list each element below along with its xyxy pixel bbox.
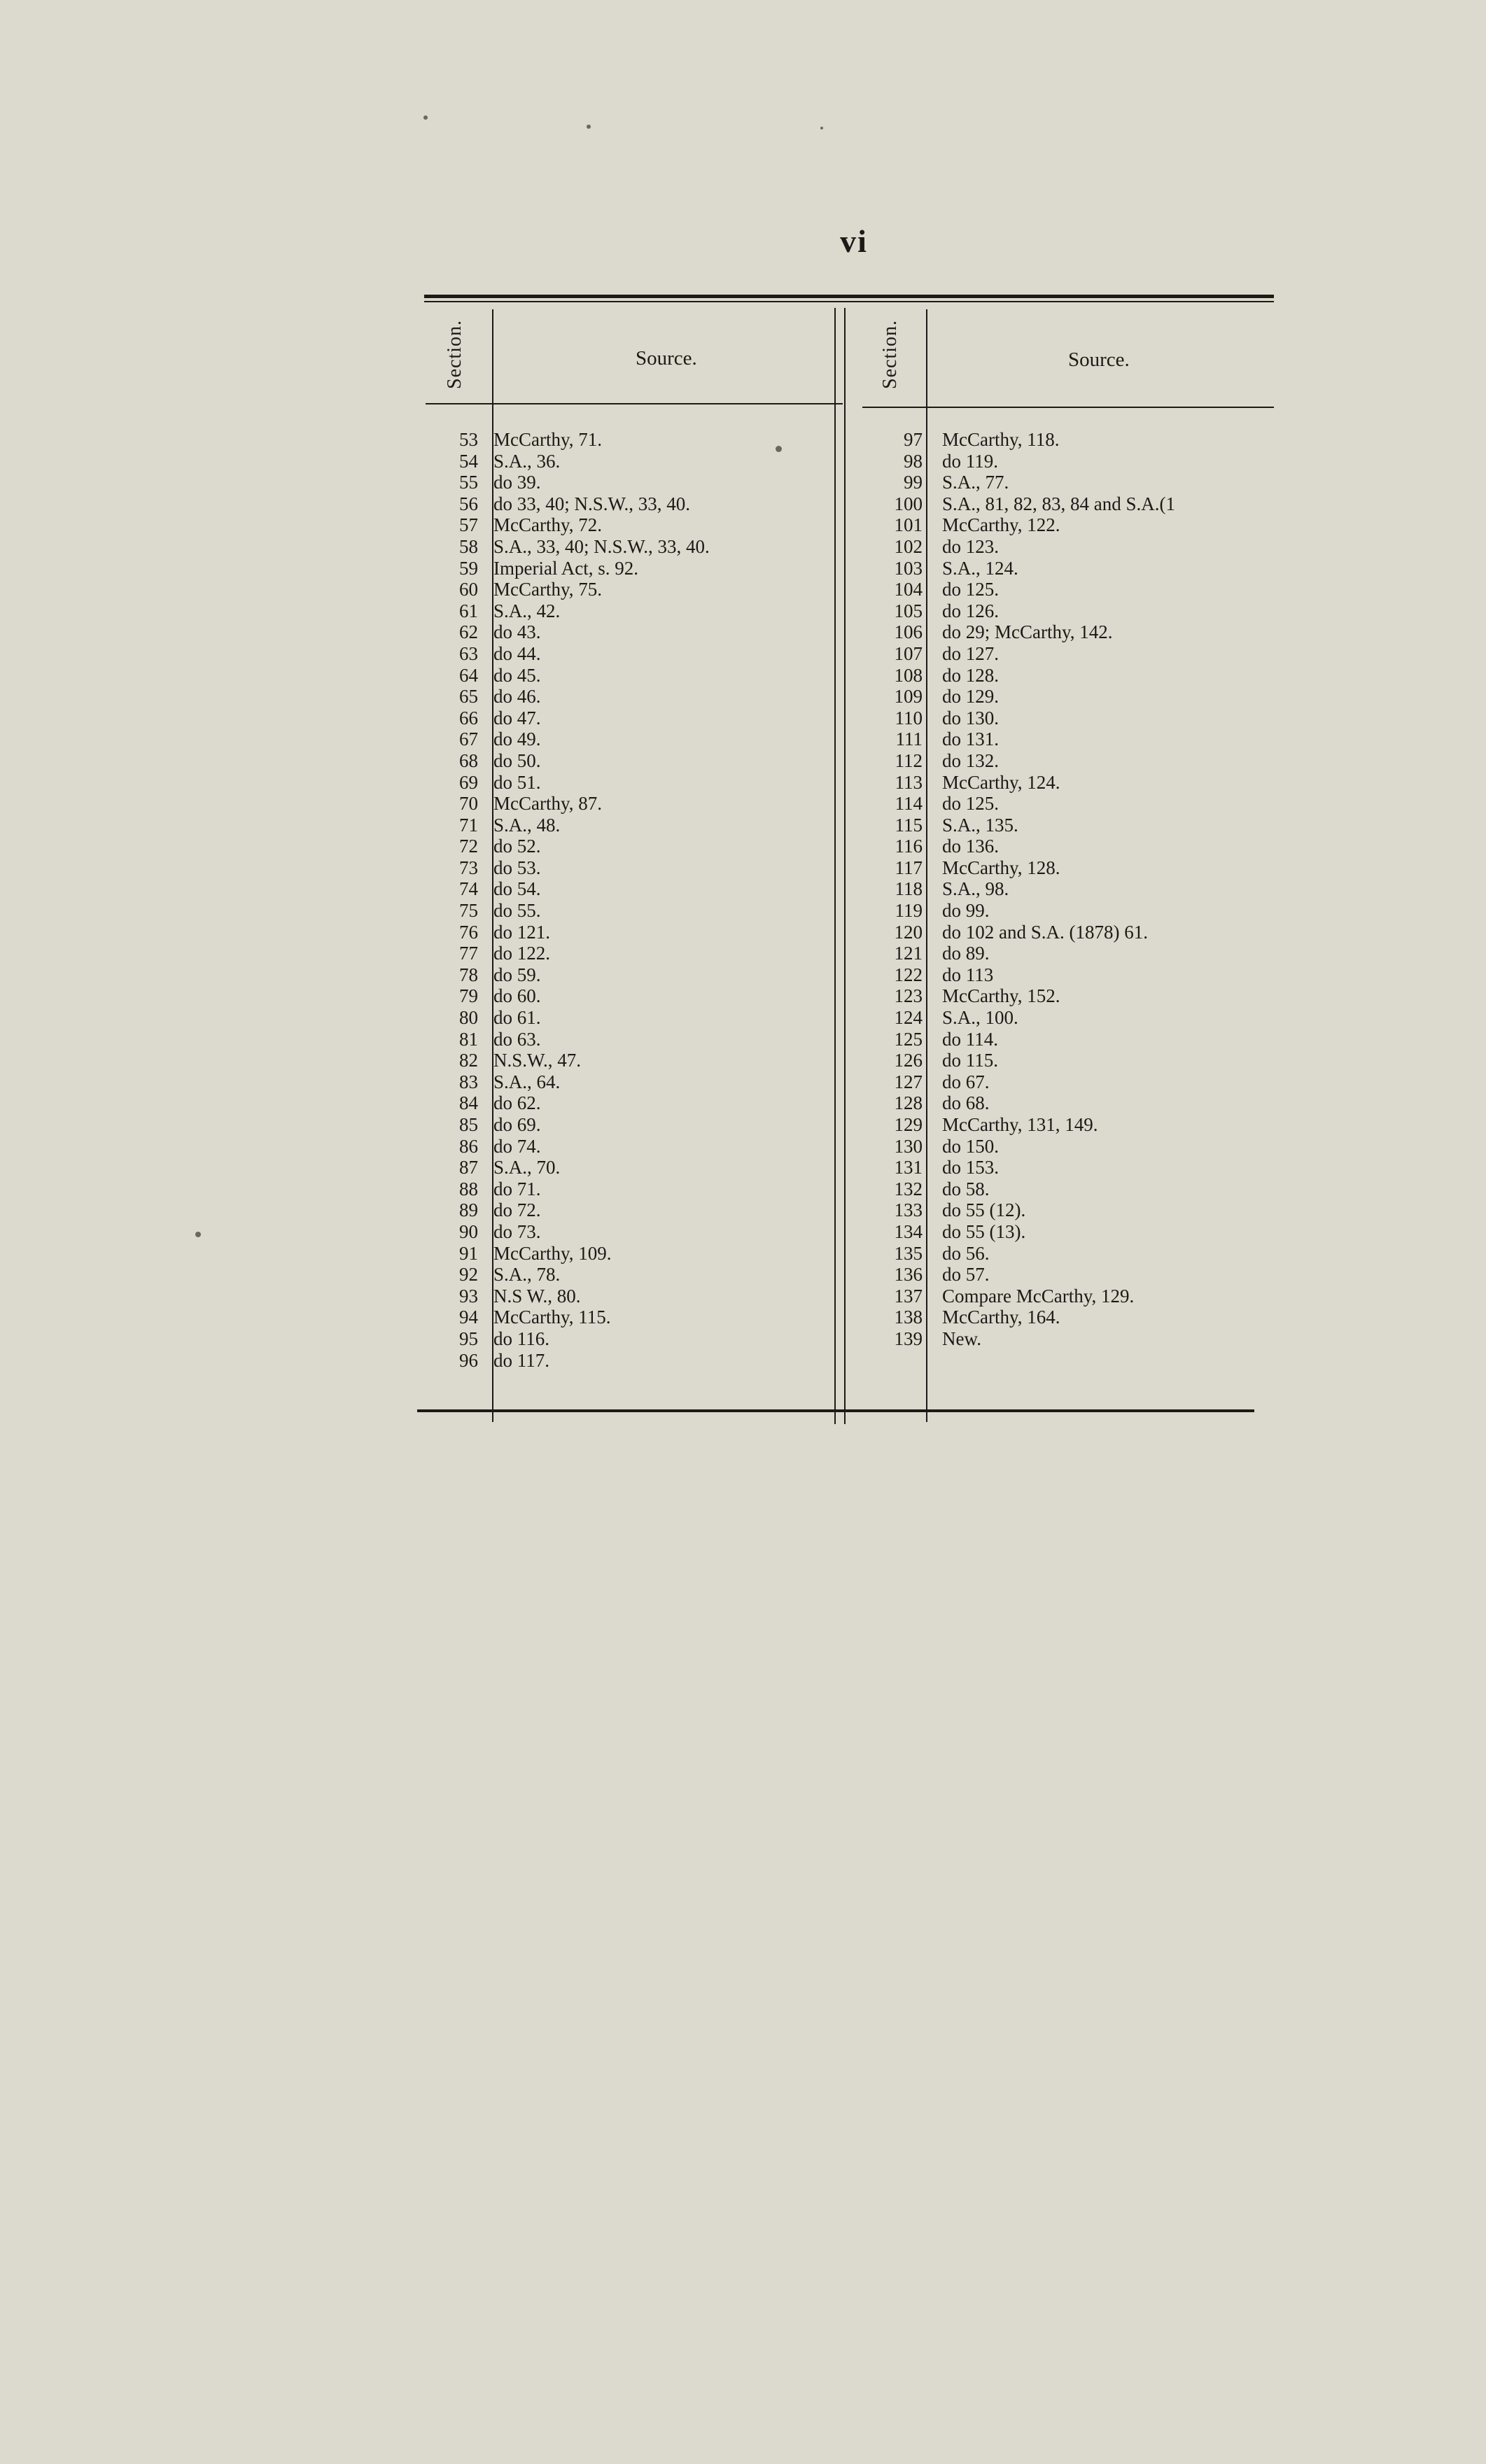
source-text: McCarthy, 131, 149.	[942, 1114, 1098, 1135]
left-rows	[420, 429, 833, 1371]
paper-speck	[776, 446, 782, 452]
table-row	[420, 536, 833, 558]
source-text: McCarthy, 128.	[942, 857, 1060, 878]
source-text: do 49.	[493, 728, 541, 750]
source-text: do 117.	[493, 1349, 549, 1371]
table-row	[420, 1264, 833, 1286]
section-number: 110	[895, 707, 923, 728]
source-text: McCarthy, 75.	[493, 579, 602, 600]
source-text: McCarthy, 122.	[942, 514, 1060, 536]
section-number: 57	[459, 514, 478, 536]
source-text: do 59.	[493, 964, 541, 985]
source-text: do 127.	[942, 642, 999, 664]
source-text: S.A., 64.	[493, 1071, 561, 1092]
table-row	[853, 493, 1273, 515]
source-text: New.	[942, 1328, 981, 1349]
source-text: do 125.	[942, 793, 999, 815]
table-row	[420, 1178, 833, 1200]
table-row	[420, 493, 833, 515]
source-text: do 45.	[493, 664, 541, 686]
source-text: do 62.	[493, 1092, 541, 1114]
section-number: 74	[459, 878, 478, 900]
source-text: McCarthy, 109.	[493, 1242, 612, 1264]
source-text: do 43.	[493, 621, 541, 643]
table-row	[420, 1328, 833, 1350]
section-number: 84	[459, 1092, 478, 1114]
section-number: 105	[894, 600, 923, 621]
table-row	[853, 1092, 1273, 1114]
section-number: 78	[459, 964, 478, 985]
section-number: 101	[894, 514, 923, 536]
table-row	[853, 1029, 1273, 1050]
section-number: 106	[894, 621, 923, 643]
section-number: 69	[459, 771, 478, 793]
source-text: do 71.	[493, 1178, 541, 1199]
source-text: do 67.	[942, 1071, 990, 1092]
section-number: 123	[894, 985, 923, 1007]
table-row	[853, 558, 1273, 579]
source-text: do 99.	[942, 900, 990, 922]
source-text: do 122.	[493, 943, 550, 964]
table-row	[853, 1007, 1273, 1029]
source-text: do 121.	[493, 921, 550, 943]
section-number: 108	[894, 664, 923, 686]
table-row	[853, 1199, 1273, 1221]
table-row	[420, 1221, 833, 1243]
section-number: 96	[459, 1349, 478, 1371]
table-row	[853, 665, 1273, 687]
source-column-header-left: Source.	[636, 347, 697, 369]
section-number: 104	[894, 579, 923, 600]
center-divider-a	[834, 308, 836, 1424]
section-number: 93	[459, 1285, 478, 1307]
section-number: 114	[895, 793, 923, 815]
source-text: do 116.	[493, 1328, 549, 1349]
table-row	[853, 1307, 1273, 1328]
table-row	[420, 1157, 833, 1178]
section-number: 120	[894, 921, 923, 943]
section-number: 80	[459, 1007, 478, 1029]
table-row	[420, 579, 833, 600]
section-number: 133	[894, 1199, 923, 1221]
header-bottom-rule-right	[862, 407, 1274, 408]
source-text: S.A., 78.	[493, 1264, 561, 1286]
source-text: S.A., 42.	[493, 600, 561, 621]
source-text: do 63.	[493, 1028, 541, 1050]
section-number: 83	[459, 1071, 478, 1092]
source-text: do 114.	[942, 1028, 998, 1050]
section-number: 87	[459, 1157, 478, 1178]
table-row	[853, 536, 1273, 558]
source-text: S.A., 124.	[942, 557, 1018, 579]
source-text: N.S.W., 47.	[493, 1050, 582, 1071]
section-number: 73	[459, 857, 478, 878]
section-number: 134	[894, 1220, 923, 1242]
source-text: do 44.	[493, 642, 541, 664]
table-bottom-rule	[417, 1409, 1254, 1412]
source-text: do 150.	[942, 1135, 999, 1157]
source-text: do 132.	[942, 749, 999, 771]
section-number: 100	[894, 493, 923, 514]
table-row	[853, 1328, 1273, 1350]
source-text: do 69.	[493, 1114, 541, 1135]
source-text: do 50.	[493, 749, 541, 771]
section-number: 118	[895, 878, 923, 900]
section-number: 85	[459, 1114, 478, 1135]
source-text: do 131.	[942, 728, 999, 750]
source-text: N.S W., 80.	[493, 1285, 581, 1307]
section-number: 66	[459, 707, 478, 728]
section-number: 58	[459, 535, 478, 557]
section-number: 102	[894, 535, 923, 557]
section-number: 88	[459, 1178, 478, 1199]
table-row	[853, 579, 1273, 600]
table-row	[420, 1136, 833, 1157]
section-number: 116	[895, 836, 923, 857]
section-number: 130	[894, 1135, 923, 1157]
section-number: 89	[459, 1199, 478, 1221]
source-text: do 61.	[493, 1007, 541, 1029]
table-row	[853, 707, 1273, 729]
table-row	[853, 621, 1273, 643]
source-text: McCarthy, 152.	[942, 985, 1060, 1007]
paper-speck	[587, 125, 591, 129]
table-row	[420, 1029, 833, 1050]
section-number: 113	[895, 771, 923, 793]
table-row	[420, 772, 833, 794]
section-number: 81	[459, 1028, 478, 1050]
section-number: 103	[894, 557, 923, 579]
section-number: 109	[894, 686, 923, 707]
section-number: 112	[895, 749, 923, 771]
table-row	[420, 665, 833, 687]
section-number: 132	[894, 1178, 923, 1199]
source-text: S.A., 70.	[493, 1157, 561, 1178]
table-row	[420, 964, 833, 986]
source-text: McCarthy, 118.	[942, 429, 1060, 450]
table-row	[853, 772, 1273, 794]
section-number: 79	[459, 985, 478, 1007]
source-text: do 39.	[493, 472, 541, 493]
table-row	[420, 707, 833, 729]
table-row	[853, 900, 1273, 922]
table-row	[420, 922, 833, 943]
source-text: do 46.	[493, 686, 541, 707]
source-text: S.A., 33, 40; N.S.W., 33, 40.	[493, 535, 710, 557]
source-text: do 55 (13).	[942, 1220, 1026, 1242]
section-number: 136	[894, 1264, 923, 1286]
right-rows	[853, 429, 1273, 1350]
section-number: 70	[459, 793, 478, 815]
table-row	[853, 728, 1273, 750]
source-text: do 125.	[942, 579, 999, 600]
table-row	[420, 1092, 833, 1114]
table-row	[420, 1050, 833, 1071]
table-row	[420, 878, 833, 900]
table-row	[853, 964, 1273, 986]
source-text: do 60.	[493, 985, 541, 1007]
source-text: do 53.	[493, 857, 541, 878]
table-row	[853, 985, 1273, 1007]
section-number: 82	[459, 1050, 478, 1071]
section-number: 117	[895, 857, 923, 878]
source-text: do 89.	[942, 943, 990, 964]
source-text: do 72.	[493, 1199, 541, 1221]
section-column-header-right: Section.	[879, 320, 901, 389]
source-text: McCarthy, 115.	[493, 1307, 611, 1328]
table-row	[420, 1199, 833, 1221]
table-row	[420, 472, 833, 493]
section-number: 75	[459, 900, 478, 922]
section-number: 76	[459, 921, 478, 943]
source-text: S.A., 36.	[493, 450, 561, 472]
table-row	[420, 1071, 833, 1093]
section-number: 72	[459, 836, 478, 857]
source-text: do 119.	[942, 450, 998, 472]
section-number: 131	[894, 1157, 923, 1178]
source-text: do 73.	[493, 1220, 541, 1242]
section-number: 56	[459, 493, 478, 514]
table-row	[420, 1286, 833, 1307]
table-row	[853, 1050, 1273, 1071]
table-row	[420, 1350, 833, 1372]
source-text: do 33, 40; N.S.W., 33, 40.	[493, 493, 691, 514]
table-row	[853, 793, 1273, 815]
table-row	[853, 1114, 1273, 1136]
section-number: 55	[459, 472, 478, 493]
table-row	[853, 1264, 1273, 1286]
table-row	[853, 643, 1273, 665]
source-text: McCarthy, 87.	[493, 793, 602, 815]
table-row	[853, 943, 1273, 964]
table-row	[853, 1243, 1273, 1265]
table-row	[853, 1286, 1273, 1307]
section-number: 90	[459, 1220, 478, 1242]
table-row	[853, 836, 1273, 857]
table-row	[853, 1157, 1273, 1178]
table-row	[853, 1178, 1273, 1200]
section-number: 126	[894, 1050, 923, 1071]
section-number: 54	[459, 450, 478, 472]
section-number: 135	[894, 1242, 923, 1264]
section-number: 95	[459, 1328, 478, 1349]
table-row	[420, 558, 833, 579]
source-text: do 115.	[942, 1050, 998, 1071]
section-number: 61	[459, 600, 478, 621]
section-number: 63	[459, 642, 478, 664]
source-text: Imperial Act, s. 92.	[493, 557, 638, 579]
section-number: 124	[894, 1007, 923, 1029]
source-text: S.A., 98.	[942, 878, 1009, 900]
table-row	[853, 1221, 1273, 1243]
table-row	[853, 922, 1273, 943]
table-row	[420, 815, 833, 836]
table-row	[420, 1007, 833, 1029]
section-number: 119	[895, 900, 923, 922]
source-text: S.A., 100.	[942, 1007, 1018, 1029]
source-text: do 56.	[942, 1242, 990, 1264]
table-row	[420, 793, 833, 815]
source-text: Compare McCarthy, 129.	[942, 1285, 1135, 1307]
table-row	[420, 836, 833, 857]
table-row	[853, 1136, 1273, 1157]
section-number: 98	[904, 450, 923, 472]
section-number: 99	[904, 472, 923, 493]
source-text: do 55.	[493, 900, 541, 922]
source-text: McCarthy, 164.	[942, 1307, 1060, 1328]
table-row	[420, 728, 833, 750]
source-column-header-right: Source.	[1068, 349, 1130, 371]
table-row	[853, 686, 1273, 707]
section-number: 137	[894, 1285, 923, 1307]
table-row	[420, 943, 833, 964]
source-text: do 113	[942, 964, 994, 985]
center-divider-b	[844, 308, 846, 1424]
source-text: S.A., 81, 82, 83, 84 and S.A.(1	[942, 493, 1176, 514]
section-number: 122	[894, 964, 923, 985]
table-row	[420, 1307, 833, 1328]
source-text: McCarthy, 72.	[493, 514, 602, 536]
section-number: 127	[894, 1071, 923, 1092]
section-number: 59	[459, 557, 478, 579]
section-number: 68	[459, 749, 478, 771]
table-row	[853, 878, 1273, 900]
page-number: vi	[840, 223, 868, 259]
table-row	[420, 1114, 833, 1136]
section-number: 125	[894, 1028, 923, 1050]
table-row	[853, 815, 1273, 836]
source-text: do 51.	[493, 771, 541, 793]
source-text: do 102 and S.A. (1878) 61.	[942, 921, 1148, 943]
section-number: 53	[459, 429, 478, 450]
section-number: 138	[894, 1307, 923, 1328]
section-number: 115	[895, 814, 923, 836]
section-number: 97	[904, 429, 923, 450]
source-text: do 29; McCarthy, 142.	[942, 621, 1113, 643]
table-row	[420, 686, 833, 707]
table-row	[420, 514, 833, 536]
paper-speck	[820, 127, 823, 129]
source-text: do 54.	[493, 878, 541, 900]
source-text: do 47.	[493, 707, 541, 728]
section-number: 91	[459, 1242, 478, 1264]
source-text: do 136.	[942, 836, 999, 857]
section-number: 67	[459, 728, 478, 750]
table-top-rule-thin	[424, 301, 1274, 302]
source-text: do 126.	[942, 600, 999, 621]
source-text: do 52.	[493, 836, 541, 857]
section-number: 86	[459, 1135, 478, 1157]
table-top-rule-thick	[424, 295, 1274, 298]
section-number: 121	[894, 943, 923, 964]
section-number: 62	[459, 621, 478, 643]
source-text: do 55 (12).	[942, 1199, 1026, 1221]
table-row	[420, 643, 833, 665]
section-number: 60	[459, 579, 478, 600]
table-row	[420, 857, 833, 879]
table-row	[853, 472, 1273, 493]
source-text: do 68.	[942, 1092, 990, 1114]
source-text: do 57.	[942, 1264, 990, 1286]
table-row	[420, 900, 833, 922]
source-text: do 129.	[942, 686, 999, 707]
table-row	[420, 600, 833, 622]
section-number: 92	[459, 1264, 478, 1286]
source-text: McCarthy, 71.	[493, 429, 602, 450]
section-number: 107	[894, 642, 923, 664]
section-number: 139	[894, 1328, 923, 1349]
table-row	[420, 750, 833, 772]
table-row	[853, 451, 1273, 472]
source-text: McCarthy, 124.	[942, 771, 1060, 793]
source-text: do 153.	[942, 1157, 999, 1178]
source-text: do 128.	[942, 664, 999, 686]
source-text: S.A., 135.	[942, 814, 1018, 836]
table-row	[853, 514, 1273, 536]
table-row	[420, 1243, 833, 1265]
table-row	[853, 600, 1273, 622]
table-row	[853, 857, 1273, 879]
paper-speck	[423, 115, 428, 120]
table-row	[853, 1071, 1273, 1093]
section-number: 77	[459, 943, 478, 964]
source-text: do 123.	[942, 535, 999, 557]
header-bottom-rule-left	[426, 403, 843, 404]
section-number: 128	[894, 1092, 923, 1114]
source-text: do 130.	[942, 707, 999, 728]
source-text: do 58.	[942, 1178, 990, 1199]
section-column-header-left: Section.	[444, 320, 465, 389]
source-text: S.A., 48.	[493, 814, 561, 836]
section-number: 65	[459, 686, 478, 707]
source-text: do 74.	[493, 1135, 541, 1157]
table-row	[853, 429, 1273, 451]
table-row	[420, 621, 833, 643]
paper-speck	[195, 1232, 201, 1237]
section-number: 64	[459, 664, 478, 686]
section-number: 129	[894, 1114, 923, 1135]
table-row	[853, 750, 1273, 772]
table-row	[420, 429, 833, 451]
source-text: S.A., 77.	[942, 472, 1009, 493]
table-row	[420, 985, 833, 1007]
table-row	[420, 451, 833, 472]
section-source-table	[420, 294, 1274, 1422]
section-number: 94	[459, 1307, 478, 1328]
section-number: 111	[895, 728, 923, 750]
section-number: 71	[459, 814, 478, 836]
